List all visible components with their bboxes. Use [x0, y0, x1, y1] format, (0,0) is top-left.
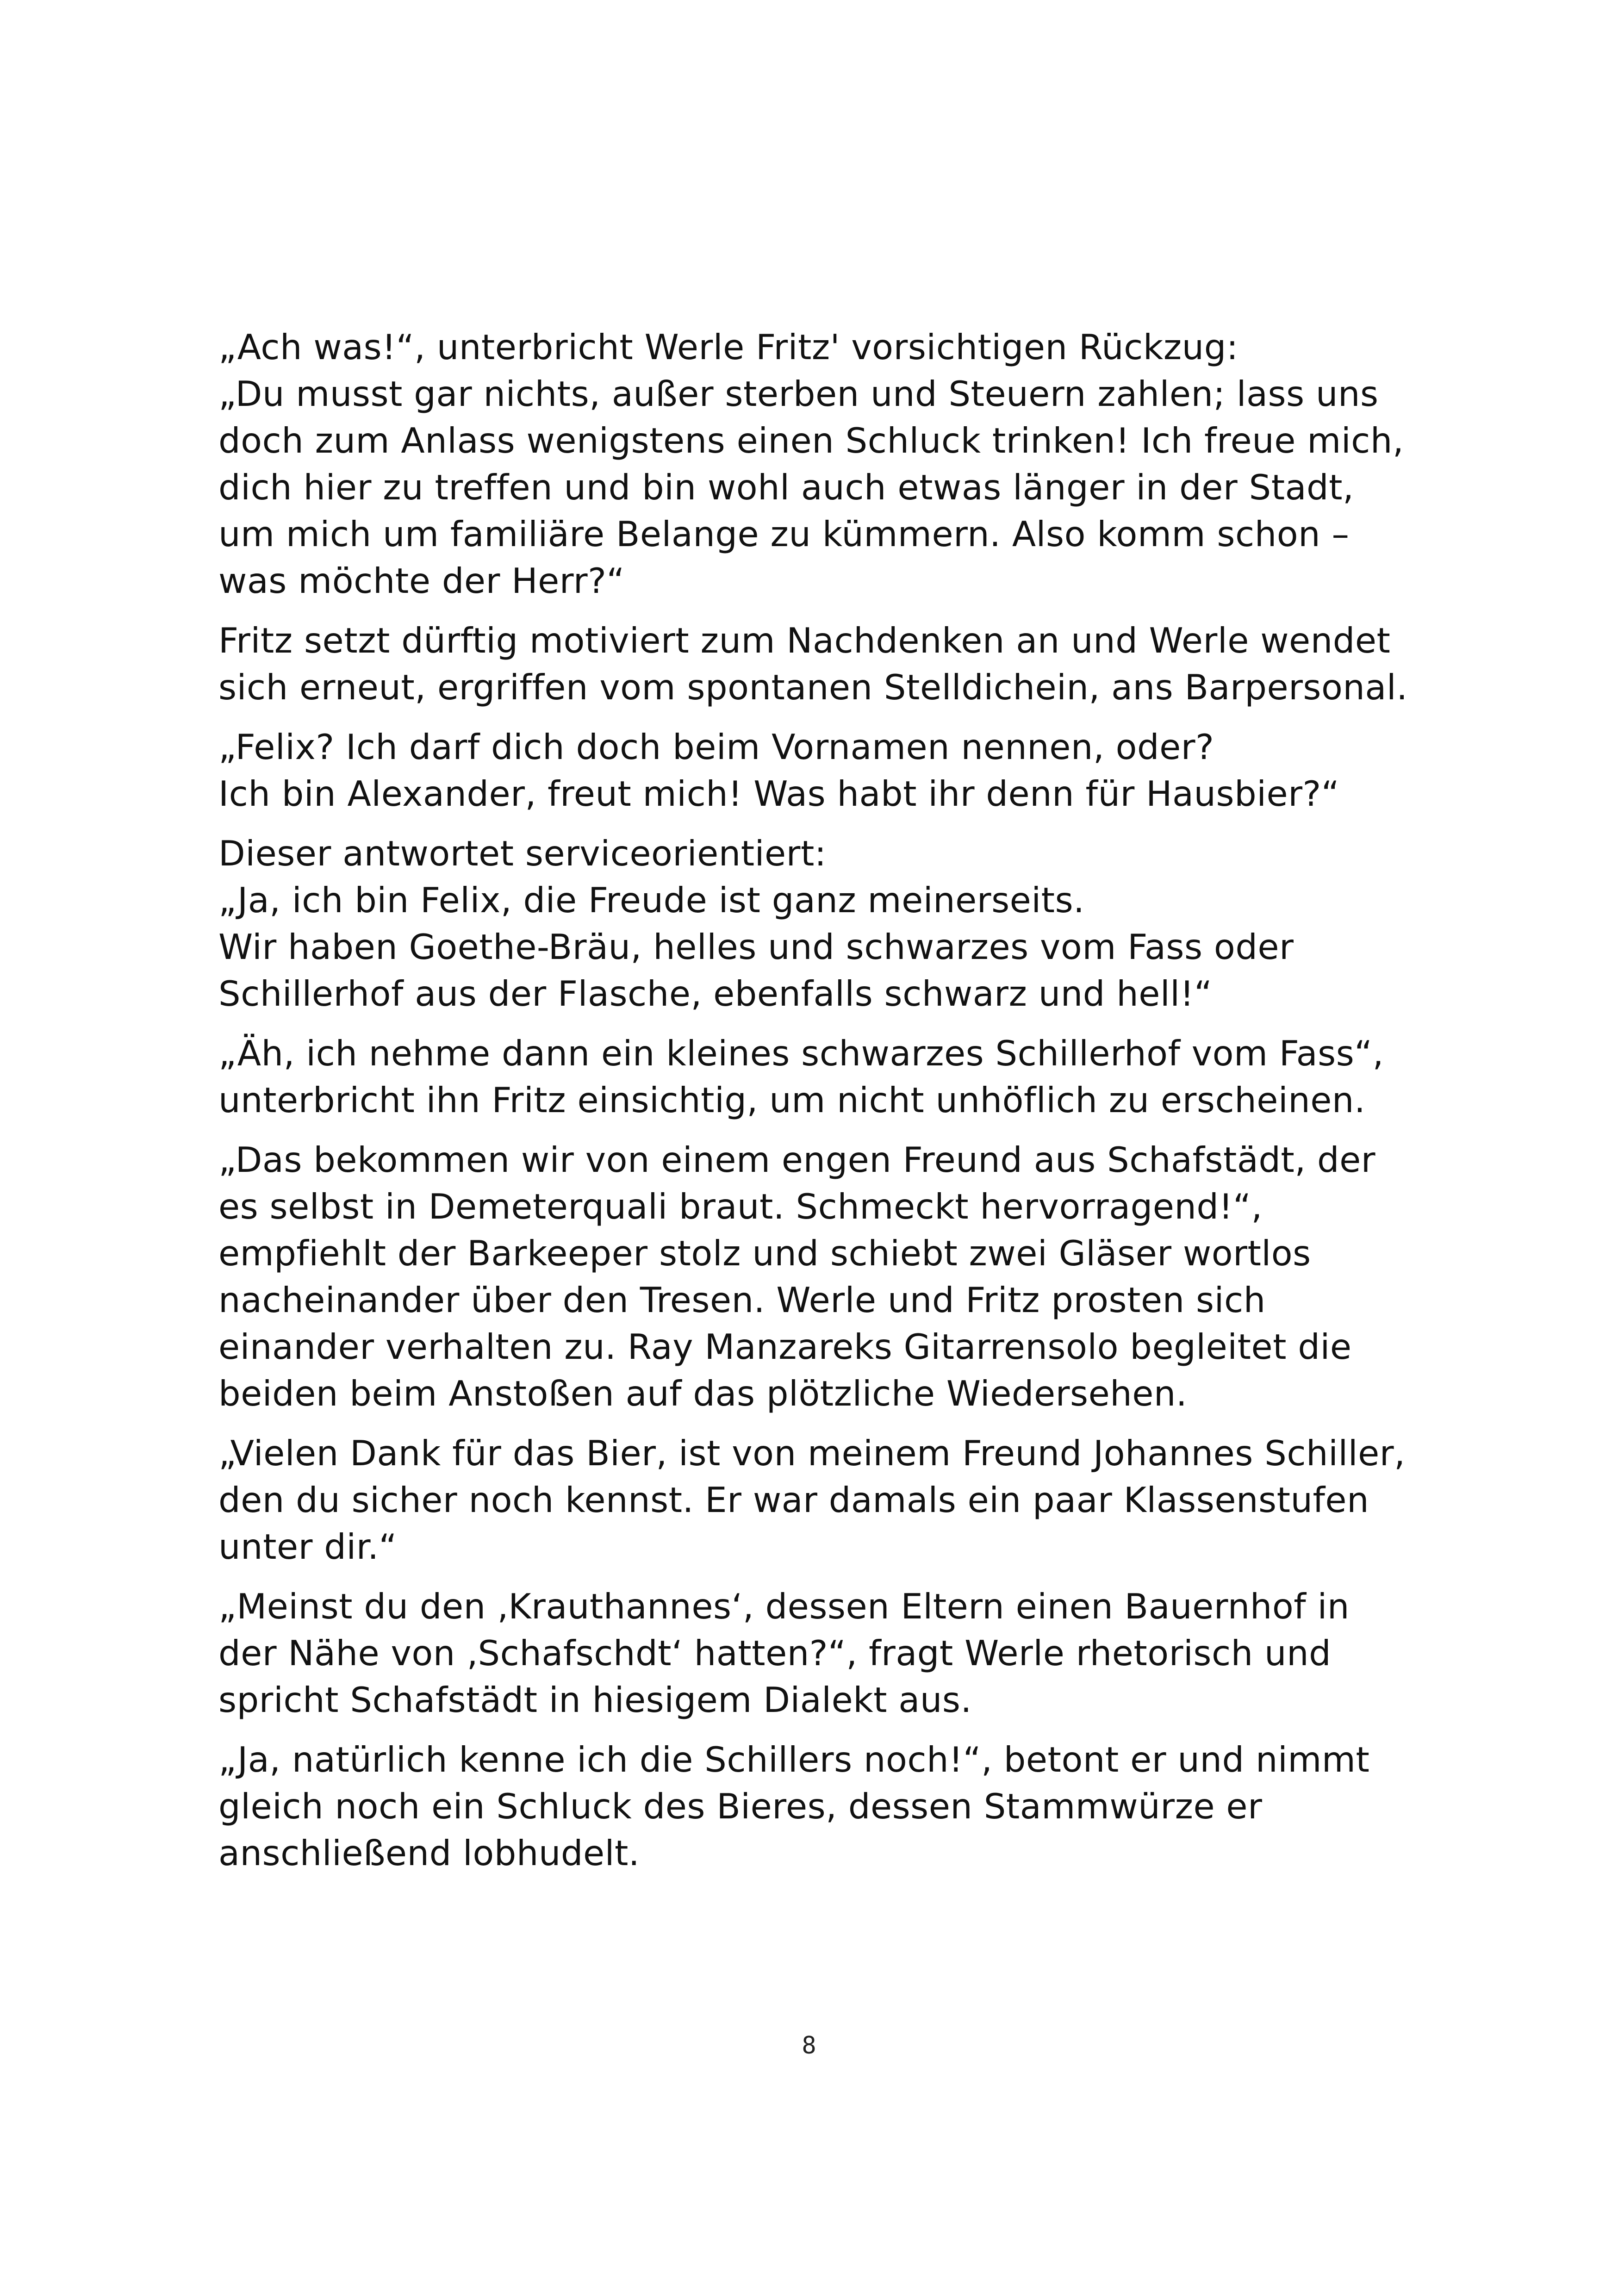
- text-line: dich hier zu treffen und bin wohl auch etwas länger in der Stadt,: [218, 467, 1354, 508]
- paragraph: [218, 617, 1422, 711]
- text-line: Ich bin Alexander, freut mich! Was habt ihr denn für Hausbier?“: [218, 773, 1340, 814]
- text-line: einander verhalten zu. Ray Manzareks Gitarrensolo begleitet die: [218, 1326, 1352, 1367]
- text-line: es selbst in Demeterquali braut. Schmeckt hervorragend!“,: [218, 1186, 1263, 1227]
- text-line: beiden beim Anstoßen auf das plötzliche Wiedersehen.: [218, 1373, 1188, 1414]
- text-line: der Nähe von ‚Schafschdt‘ hatten?“, fragt Werle rhetorisch und: [218, 1633, 1332, 1674]
- text-line: sich erneut, ergriffen vom spontanen Stelldichein, ans Barpersonal.: [218, 667, 1408, 708]
- paragraph: [218, 1137, 1422, 1417]
- text-line: um mich um familiäre Belange zu kümmern. Also komm schon –: [218, 514, 1350, 554]
- body-text: [218, 324, 1422, 1890]
- text-line: was möchte der Herr?“: [218, 560, 625, 601]
- text-line: „Du musst gar nichts, außer sterben und Steuern zahlen; lass uns: [218, 373, 1379, 414]
- paragraph: [218, 1736, 1422, 1877]
- text-line: spricht Schafstädt in hiesigem Dialekt aus.: [218, 1680, 972, 1720]
- text-line: „Ja, ich bin Felix, die Freude ist ganz meinerseits.: [218, 880, 1085, 921]
- paragraph: [218, 1430, 1422, 1570]
- text-line: den du sicher noch kennst. Er war damals ein paar Klassenstufen: [218, 1480, 1369, 1520]
- text-line: Schillerhof aus der Flasche, ebenfalls schwarz und hell!“: [218, 973, 1213, 1014]
- text-line: Fritz setzt dürftig motiviert zum Nachdenken an und Werle wendet: [218, 620, 1391, 661]
- page-number: 8: [802, 2032, 816, 2060]
- text-line: empfiehlt der Barkeeper stolz und schiebt zwei Gläser wortlos: [218, 1233, 1311, 1274]
- text-line: „Felix? Ich darf dich doch beim Vornamen nennen, oder?: [218, 727, 1214, 767]
- text-line: „Meinst du den ‚Krauthannes‘, dessen Eltern einen Bauernhof in: [218, 1586, 1350, 1627]
- text-line: „Vielen Dank für das Bier, ist von meinem Freund Johannes Schiller,: [218, 1433, 1406, 1474]
- text-line: unterbricht ihn Fritz einsichtig, um nicht unhöflich zu erscheinen.: [218, 1080, 1366, 1120]
- text-line: „Äh, ich nehme dann ein kleines schwarzes Schillerhof vom Fass“,: [218, 1033, 1384, 1074]
- text-line: nacheinander über den Tresen. Werle und Fritz prosten sich: [218, 1280, 1266, 1320]
- text-line: „Ach was!“, unterbricht Werle Fritz' vorsichtigen Rückzug:: [218, 327, 1238, 367]
- text-line: „Ja, natürlich kenne ich die Schillers noch!“, betont er und nimmt: [218, 1739, 1370, 1780]
- paragraph: [218, 724, 1422, 817]
- text-line: Dieser antwortet serviceorientiert:: [218, 833, 827, 874]
- paragraph: [218, 1583, 1422, 1724]
- text-line: unter dir.“: [218, 1526, 397, 1567]
- text-line: Wir haben Goethe-Bräu, helles und schwarzes vom Fass oder: [218, 927, 1294, 967]
- text-line: anschließend lobhudelt.: [218, 1833, 640, 1873]
- paragraph: [218, 1030, 1422, 1124]
- text-line: gleich noch ein Schluck des Bieres, dessen Stammwürze er: [218, 1786, 1263, 1827]
- text-line: doch zum Anlass wenigstens einen Schluck trinken! Ich freue mich,: [218, 420, 1404, 461]
- paragraph: [218, 830, 1422, 1017]
- text-line: „Das bekommen wir von einem engen Freund aus Schafstädt, der: [218, 1139, 1376, 1180]
- paragraph: [218, 324, 1422, 604]
